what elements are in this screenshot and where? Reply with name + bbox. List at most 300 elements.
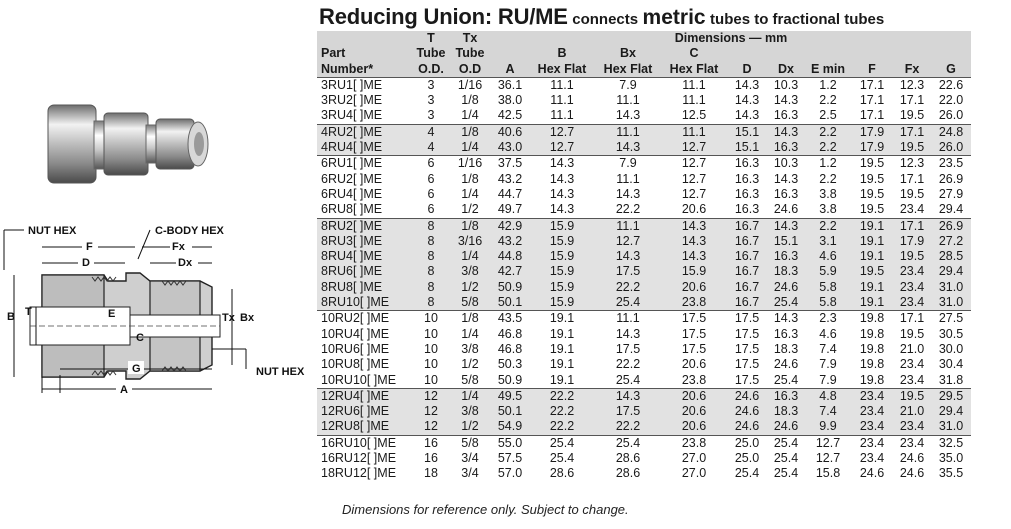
table-cell: 4: [413, 124, 449, 140]
table-cell: 22.2: [529, 388, 595, 404]
table-cell: 46.8: [497, 341, 523, 356]
table-row: [317, 295, 971, 311]
table-row: [317, 342, 971, 357]
header-cell: B: [557, 46, 567, 61]
table-cell: 1/2: [449, 280, 491, 295]
table-cell: 6: [427, 202, 435, 217]
table-cell: 30.0: [938, 341, 964, 356]
table-cell: 6: [413, 156, 449, 172]
table-cell: 4.8: [805, 388, 851, 404]
header-cell: [491, 46, 529, 61]
table-cell: 15.1: [727, 140, 767, 156]
part-number-cell: 8RU4[ ]ME: [317, 249, 413, 264]
table-cell: 17.5: [681, 341, 707, 356]
table-row: [317, 451, 971, 466]
table-cell: 25.4: [734, 466, 760, 481]
table-row: [317, 187, 971, 202]
part-number-cell: 3RU4[ ]ME: [321, 108, 383, 123]
dimensions-table: [317, 31, 971, 482]
title-connects: connects: [572, 11, 639, 28]
table-cell: 23.4: [851, 388, 893, 404]
table-cell: 1/8: [461, 171, 479, 186]
table-cell: 17.1: [893, 311, 931, 327]
table-cell: 1/2: [449, 419, 491, 435]
table-cell: 14.3: [615, 108, 641, 123]
table-cell: 16.7: [727, 280, 767, 295]
table-cell: 10: [424, 372, 438, 387]
label-c-body-hex: C-BODY HEX: [155, 225, 224, 237]
table-cell: 24.8: [931, 124, 971, 140]
table-cell: 17.5: [661, 311, 727, 327]
table-cell: 2.2: [819, 171, 837, 186]
table-cell: 19.8: [859, 357, 885, 372]
table-cell: 8: [413, 234, 449, 249]
table-cell: 3/8: [449, 264, 491, 279]
table-cell: 26.0: [931, 140, 971, 156]
table-cell: 32.5: [931, 435, 971, 451]
table-cell: 25.4: [615, 372, 641, 387]
title-main: Reducing Union: RU/ME: [319, 4, 568, 29]
part-number-cell: 3RU1[ ]ME: [321, 77, 383, 92]
reference-note: Dimensions for reference only. Subject to change.: [342, 502, 629, 517]
table-cell: 12: [413, 404, 449, 419]
table-cell: 31.0: [931, 280, 971, 295]
table-cell: 20.6: [661, 404, 727, 419]
table-cell: 22.2: [529, 419, 595, 435]
table-cell: 22.2: [595, 419, 661, 435]
table-cell: 7.9: [819, 372, 837, 387]
column-header: Hex Flat: [595, 62, 661, 78]
table-cell: 4: [413, 140, 449, 156]
column-header: O.D: [449, 62, 491, 78]
page-title: [319, 4, 1009, 30]
table-cell: 38.0: [497, 93, 523, 108]
table-cell: 5.8: [805, 295, 851, 311]
table-row: [317, 466, 971, 481]
table-cell: 12.5: [681, 108, 707, 123]
part-number-cell: 6RU1[ ]ME: [317, 156, 413, 172]
table-cell: 5.8: [805, 280, 851, 295]
table-cell: 14.3: [734, 93, 760, 108]
table-cell: 14.3: [549, 186, 575, 201]
table-cell: 20.6: [661, 280, 727, 295]
table-cell: 30.4: [938, 357, 964, 372]
table-cell: 8: [413, 249, 449, 264]
table-cell: 23.4: [893, 264, 931, 279]
table-cell: 12.3: [893, 156, 931, 172]
table-cell: 17.5: [734, 357, 760, 372]
table-cell: 8: [413, 295, 449, 311]
column-header: Hex Flat: [529, 62, 595, 78]
table-cell: 14.3: [595, 249, 661, 264]
table-cell: 23.5: [931, 156, 971, 172]
table-cell: 15.1: [767, 234, 805, 249]
part-number-cell: 16RU10[ ]ME: [317, 435, 413, 451]
table-cell: 20.6: [681, 202, 707, 217]
table-cell: 22.2: [615, 357, 641, 372]
column-header: O.D.: [413, 62, 449, 78]
table-cell: 42.5: [497, 108, 523, 123]
table-cell: 1/4: [449, 140, 491, 156]
part-number-cell: 12RU4[ ]ME: [317, 388, 413, 404]
table-cell: 19.5: [859, 186, 885, 201]
header-cell: Tube: [455, 46, 485, 61]
column-header: D: [727, 62, 767, 78]
table-cell: 23.4: [893, 280, 931, 295]
table-cell: 19.1: [851, 218, 893, 234]
table-cell: 22.6: [938, 77, 964, 92]
table-cell: 29.4: [938, 202, 964, 217]
table-cell: 24.6: [767, 280, 805, 295]
table-cell: 10: [424, 357, 438, 372]
table-cell: 50.9: [497, 372, 523, 387]
table-cell: 19.5: [893, 388, 931, 404]
table-cell: 24.6: [727, 419, 767, 435]
table-cell: 25.4: [529, 435, 595, 451]
table-cell: 11.1: [550, 77, 574, 92]
table-cell: 23.4: [899, 357, 925, 372]
table-cell: 16.3: [734, 202, 760, 217]
table-cell: 2.2: [819, 93, 837, 108]
table-cell: 31.8: [938, 372, 964, 387]
header-cell: T: [427, 31, 435, 45]
label-Fx: Fx: [172, 241, 185, 253]
label-D: D: [82, 257, 90, 269]
table-cell: 50.1: [491, 295, 529, 311]
table-row: [317, 108, 971, 124]
table-cell: 43.2: [491, 234, 529, 249]
table-cell: 25.4: [773, 372, 799, 387]
table-cell: 16.3: [767, 249, 805, 264]
part-number-cell: 10RU10[ ]ME: [321, 372, 397, 387]
table-cell: 11.1: [595, 124, 661, 140]
table-cell: 11.1: [616, 171, 640, 186]
table-cell: 19.1: [851, 249, 893, 264]
table-cell: 3/16: [449, 234, 491, 249]
header-cell: Part: [321, 46, 346, 61]
table-row: [317, 404, 971, 419]
table-cell: 18.3: [767, 264, 805, 279]
table-cell: 17.1: [893, 124, 931, 140]
table-cell: 28.6: [549, 466, 575, 481]
part-number-cell: 4RU2[ ]ME: [317, 124, 413, 140]
table-cell: 14.3: [661, 249, 727, 264]
table-cell: 17.5: [615, 341, 641, 356]
table-row: [317, 357, 971, 372]
table-cell: 25.4: [549, 451, 575, 466]
table-cell: 2.2: [805, 140, 851, 156]
table-cell: 3/4: [461, 451, 479, 466]
table-cell: 12.7: [661, 140, 727, 156]
table-cell: 23.4: [859, 451, 885, 466]
column-header: E min: [805, 62, 851, 78]
table-cell: 7.9: [595, 156, 661, 172]
table-row: [317, 419, 971, 435]
table-cell: 23.4: [893, 419, 931, 435]
table-cell: 20.6: [661, 419, 727, 435]
table-cell: 12: [413, 388, 449, 404]
table-row: [317, 93, 971, 108]
table-cell: 22.0: [938, 93, 964, 108]
table-cell: 14.3: [615, 186, 641, 201]
table-cell: 6: [427, 171, 435, 186]
table-cell: 27.2: [931, 234, 971, 249]
table-cell: 4.6: [819, 326, 837, 341]
table-cell: 43.2: [497, 171, 523, 186]
part-number-cell: 18RU12[ ]ME: [321, 466, 397, 481]
table-cell: 15.9: [529, 264, 595, 279]
table-cell: 8: [413, 264, 449, 279]
table-cell: 14.3: [767, 311, 805, 327]
table-cell: 16.3: [734, 186, 760, 201]
table-cell: 37.5: [491, 156, 529, 172]
table-cell: 1/4: [461, 108, 479, 123]
table-cell: 17.1: [893, 218, 931, 234]
table-cell: 43.5: [491, 311, 529, 327]
table-cell: 5/8: [461, 372, 479, 387]
table-cell: 11.1: [595, 311, 661, 327]
table-cell: 17.1: [899, 93, 925, 108]
table-row: [317, 311, 971, 327]
table-cell: 19.5: [899, 108, 925, 123]
table-cell: 23.4: [899, 372, 925, 387]
table-cell: 20.6: [681, 357, 707, 372]
table-cell: 17.5: [595, 264, 661, 279]
label-Bx: Bx: [240, 312, 255, 324]
part-number-cell: 8RU3[ ]ME: [317, 234, 413, 249]
table-row: [317, 327, 971, 342]
table-cell: 2.3: [805, 311, 851, 327]
label-nut-hex-right: NUT HEX: [256, 366, 305, 378]
label-E: E: [108, 308, 116, 320]
table-cell: 11.1: [550, 108, 574, 123]
table-cell: 35.0: [938, 451, 964, 466]
table-cell: 3/4: [461, 466, 479, 481]
table-cell: 1/8: [449, 311, 491, 327]
table-cell: 29.5: [931, 388, 971, 404]
table-cell: 4.6: [805, 249, 851, 264]
table-cell: 17.5: [595, 404, 661, 419]
table-cell: 18.3: [773, 341, 799, 356]
table-cell: 17.5: [681, 326, 707, 341]
table-cell: 11.1: [550, 93, 574, 108]
table-row: [317, 280, 971, 295]
table-cell: 15.8: [815, 466, 841, 481]
table-cell: 25.4: [773, 451, 799, 466]
table-cell: 50.1: [491, 404, 529, 419]
table-cell: 16.7: [727, 234, 767, 249]
table-cell: 29.4: [931, 404, 971, 419]
table-cell: 1.2: [805, 156, 851, 172]
table-cell: 25.4: [595, 295, 661, 311]
part-number-cell: 12RU8[ ]ME: [317, 419, 413, 435]
table-cell: 25.0: [734, 451, 760, 466]
table-cell: 14.3: [767, 218, 805, 234]
header-cell: Tube: [416, 46, 446, 61]
table-cell: 19.1: [549, 357, 575, 372]
table-cell: 23.4: [899, 202, 925, 217]
table-cell: 17.1: [899, 171, 925, 186]
table-cell: 1/4: [461, 186, 479, 201]
table-cell: 24.6: [773, 357, 799, 372]
table-cell: 9.9: [805, 419, 851, 435]
table-row: [317, 435, 971, 451]
table-row: [317, 124, 971, 140]
table-cell: 19.1: [851, 280, 893, 295]
table-cell: 19.5: [851, 156, 893, 172]
table-cell: 15.9: [529, 234, 595, 249]
label-Tx: Tx: [222, 312, 235, 324]
table-row: [317, 156, 971, 172]
table-cell: 7.9: [819, 357, 837, 372]
part-number-cell: 8RU10[ ]ME: [317, 295, 413, 311]
table-cell: 55.0: [491, 435, 529, 451]
table-cell: 25.4: [595, 435, 661, 451]
table-row: [317, 249, 971, 264]
table-cell: 12.7: [681, 171, 707, 186]
table-cell: 16.3: [727, 156, 767, 172]
table-cell: 17.5: [734, 326, 760, 341]
table-cell: 23.8: [661, 295, 727, 311]
table-cell: 8: [413, 280, 449, 295]
table-cell: 23.8: [681, 372, 707, 387]
table-cell: 3.8: [819, 186, 837, 201]
table-cell: 15.9: [661, 264, 727, 279]
table-cell: 19.1: [529, 311, 595, 327]
table-cell: 19.5: [851, 264, 893, 279]
table-cell: 24.6: [859, 466, 885, 481]
table-cell: 19.1: [549, 341, 575, 356]
table-cell: 35.5: [938, 466, 964, 481]
table-cell: 28.6: [615, 451, 641, 466]
table-cell: 3.1: [805, 234, 851, 249]
table-cell: 3: [427, 93, 435, 108]
part-number-cell: 6RU8[ ]ME: [321, 202, 383, 217]
table-cell: 29.4: [931, 264, 971, 279]
table-cell: 5/8: [449, 295, 491, 311]
table-cell: 15.9: [529, 218, 595, 234]
table-cell: 40.6: [491, 124, 529, 140]
table-cell: 16.3: [773, 326, 799, 341]
table-cell: 12: [413, 419, 449, 435]
table-cell: 26.9: [938, 171, 964, 186]
table-cell: 49.7: [497, 202, 523, 217]
table-cell: 27.9: [938, 186, 964, 201]
table-cell: 14.3: [661, 234, 727, 249]
part-number-cell: 8RU8[ ]ME: [317, 280, 413, 295]
table-cell: 23.4: [851, 419, 893, 435]
table-cell: 19.5: [859, 202, 885, 217]
table-cell: 24.6: [899, 466, 925, 481]
table-row: [317, 202, 971, 218]
table-cell: 24.6: [773, 202, 799, 217]
table-cell: 14.3: [773, 93, 799, 108]
table-cell: 57.5: [497, 451, 523, 466]
table-cell: 14.3: [734, 108, 760, 123]
table-cell: 14.3: [615, 326, 641, 341]
table-cell: 19.5: [899, 186, 925, 201]
part-number-cell: 10RU8[ ]ME: [321, 357, 390, 372]
column-header: Hex Flat: [661, 62, 727, 78]
table-cell: 27.0: [681, 451, 707, 466]
table-cell: 10.3: [773, 77, 799, 92]
table-cell: 16.3: [734, 171, 760, 186]
column-header: G: [931, 62, 971, 78]
header-cell: [317, 31, 413, 46]
table-cell: 14.3: [734, 77, 760, 92]
table-cell: 27.5: [931, 311, 971, 327]
table-row: [317, 172, 971, 187]
label-T: T: [25, 306, 32, 318]
part-number-cell: 8RU2[ ]ME: [317, 218, 413, 234]
table-row: [317, 218, 971, 234]
table-cell: 16.3: [773, 108, 799, 123]
table-cell: 12.7: [805, 435, 851, 451]
table-cell: 3: [427, 77, 435, 92]
table-cell: 1/2: [461, 357, 479, 372]
table-row: [317, 77, 971, 93]
table-cell: 1/2: [461, 202, 479, 217]
header-cell: Bx: [620, 46, 636, 61]
table-cell: 24.6: [767, 419, 805, 435]
table-cell: 17.9: [893, 234, 931, 249]
column-header: Number*: [317, 62, 413, 78]
table-cell: 57.0: [497, 466, 523, 481]
table-cell: 8: [413, 218, 449, 234]
table-row: [317, 234, 971, 249]
table-cell: 17.5: [734, 341, 760, 356]
header-cell: Tx: [462, 31, 478, 45]
table-cell: 25.4: [767, 295, 805, 311]
table-cell: 2.5: [819, 108, 837, 123]
table-cell: 25.0: [727, 435, 767, 451]
table-cell: 28.5: [931, 249, 971, 264]
table-cell: 12.7: [529, 124, 595, 140]
table-cell: 16.3: [767, 140, 805, 156]
part-number-cell: 4RU4[ ]ME: [317, 140, 413, 156]
table-cell: 44.8: [491, 249, 529, 264]
column-header: Fx: [893, 62, 931, 78]
table-cell: 19.1: [851, 234, 893, 249]
table-cell: 16: [424, 451, 438, 466]
table-cell: 23.4: [851, 404, 893, 419]
table-cell: 14.3: [767, 124, 805, 140]
table-cell: 17.1: [859, 108, 885, 123]
table-cell: 42.7: [491, 264, 529, 279]
table-cell: 7.4: [805, 404, 851, 419]
table-cell: 19.5: [893, 140, 931, 156]
table-header: [317, 31, 971, 77]
table-cell: 19.8: [859, 326, 885, 341]
label-C: C: [136, 332, 144, 344]
table-cell: 15.9: [529, 249, 595, 264]
table-cell: 11.1: [682, 93, 706, 108]
table-cell: 16: [413, 435, 449, 451]
table-cell: 12.7: [529, 140, 595, 156]
table-cell: 46.8: [497, 326, 523, 341]
table-cell: 3: [427, 108, 435, 123]
part-number-cell: 3RU2[ ]ME: [321, 93, 383, 108]
table-cell: 1/16: [457, 77, 483, 92]
table-cell: 3.8: [819, 202, 837, 217]
table-cell: 19.8: [859, 341, 885, 356]
label-G: G: [132, 363, 141, 375]
table-cell: 11.1: [595, 218, 661, 234]
table-cell: 14.3: [661, 218, 727, 234]
label-F: F: [86, 241, 93, 253]
column-header: Dx: [767, 62, 805, 78]
table-row: [317, 264, 971, 279]
